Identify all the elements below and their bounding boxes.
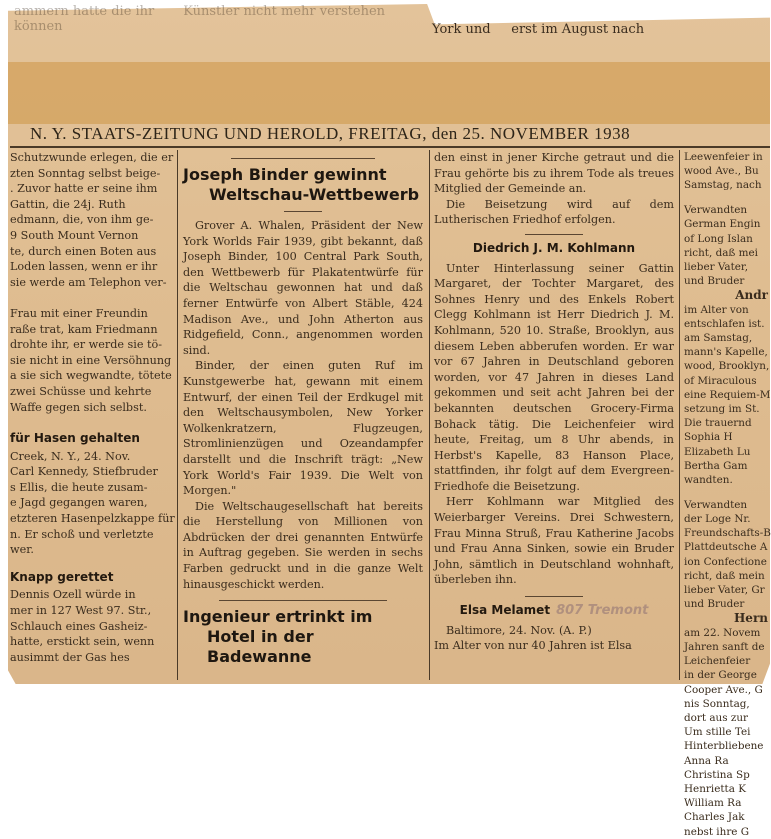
text-line: Bertha Gam [684,459,748,472]
text-line: Hinterbliebene [684,740,764,753]
binder-column [183,152,423,680]
text-line [10,290,172,306]
elsa-head-text: Elsa Melamet [459,603,551,618]
text-line: William Ra [684,797,742,810]
divider [231,158,375,159]
text-line: sie werde am Telephon ver- [10,275,167,289]
text-line: edmann, die, von ihm ge- [10,213,154,227]
text-line: Schutzwunde erlegen, die er [10,151,174,164]
text-line: zten Sonntag selbst beige- [10,166,161,180]
text-line: Die trauernd [684,417,752,430]
column-rule-3 [679,150,680,680]
elsa-head [434,603,674,619]
text-line [684,193,768,204]
text-line: und Bruder [684,275,745,288]
text-line: lieber Vater, [684,261,749,274]
binder-para-2: Binder, der einen guten Ruf im Kunstgewerbe hat, gewann mit einem Entwurf, der einen Teil der Erdkugel mit den Weltschausymbolen, New Yorker Wolkenkratzern, Flugzeugen, Stromlinienzügen und Ozeandampfer darstellt und die Inschrift trägt: „New York World's Fair 1939. Die Welt von Morgen." [183,359,423,498]
text-line: Charles Jak [684,811,745,824]
text-line: s Ellis, die heute zusam- [10,480,148,494]
text-line: Schlauch eines Gasheiz- [10,619,148,633]
text-line: Gattin, die 24j. Ruth [10,197,126,211]
divider [525,596,583,597]
masthead-rule [10,146,770,148]
left-column [10,150,175,680]
text-line: Plattdeutsche A [684,541,768,554]
binder-para-1: Grover A. Whalen, Präsident der New York Worlds Fair 1939, gibt bekannt, daß Joseph Binder, 100 Central Park South, den Wettbewerb für Plakatentwürfe für die Weltschau gewonnen hat und daß ferner Entwürfe von Albert Stäble, 424 Madison Ave., und John Atherton aus Ridgefield, Conn., angenommen worden sind. [183,219,423,357]
text-line: hatte, erstickt sein, wenn [10,635,155,649]
head-knapp: Knapp gerettet [10,569,114,584]
text-line: of Long Islan [684,232,753,245]
edge-lines [684,150,771,839]
text-line: in der George [684,669,757,682]
text-line: wandten. [684,474,733,487]
divider [219,600,387,601]
next-headline-2: Hotel in der Badewanne [207,627,314,667]
masthead: N. Y. STAATS-ZEITUNG UND HEROLD, FREITAG, den 25. NOVEMBER 1938 [30,124,631,143]
text-line: Henrietta K [684,782,746,795]
kohlmann-para-1: Unter Hinterlassung seiner Gattin Margaret, der Tochter Margaret, des Sohnes Henry und des Enkels Robert Clegg Kohlmann ist Herr Diedrich J. M. Kohlmann, 520 10. Straße, Brooklyn, aus diesem Leben abberufen worden. Er war vor 67 Jahren in Deutschland geboren worden, vor 47 Jahren in dieses Land gekommen und seit acht Jahren bei der bekannten deutschen Grocery-Firma Bohack tätig. Die Leichenfeier wird heute, Freitag, um 8 Uhr abends, in Herbst's Kapelle, 83 Hanson Place, stattfinden, ihr folgt auf dem Evergreen-Friedhofe die Beisetzung. [434,261,674,493]
text-line: etzteren Hasenpelzkappe für [10,512,175,526]
text-line: dort aus zur [684,711,749,724]
elsa-line-2: Im Alter von nur 40 Jahren ist Elsa [434,639,632,653]
text-line: richt, daß mein [684,569,765,582]
text-line: of Miraculous [684,374,757,387]
divider [284,211,322,212]
text-line: drohte ihr, er werde sie tö- [10,338,163,352]
divider [525,234,583,235]
torn-top-left: ammern hatte die ihr Künstler nicht mehr verstehen können [14,4,386,34]
text-line [684,487,768,498]
binder-headline-1: Joseph Binder gewinnt [183,165,387,184]
text-line: Christina Sp [684,768,750,781]
fragment-b: erst im August nach [511,22,645,37]
text-line: lieber Vater, Gr [684,584,765,597]
text-line: richt, daß mei [684,246,758,259]
adhesive-tape [8,62,770,124]
text-line: Verwandten [684,498,748,511]
text-line: im Alter von [684,303,749,316]
text-line: wood, Brooklyn, [684,360,770,373]
hasen-lines [10,449,175,558]
text-line: und Bruder [684,598,745,611]
elsa-line-1: Baltimore, 24. Nov. (A. P.) [446,623,592,637]
text-line: Leichenfeier [684,655,751,668]
text-line: Jahren sanft de [684,640,765,653]
text-line: ion Confectione [684,555,767,568]
left-lines [10,150,172,415]
text-line: Verwandten [684,204,748,217]
text-line: eine Requiem-M [684,388,771,401]
knapp-lines [10,587,172,665]
kohlmann-column [434,150,674,680]
text-line: am Samstag, [684,332,753,345]
pencil-note: 807 Tremont [556,603,649,619]
text-line: te, durch einen Boten aus [10,244,157,258]
text-line: Creek, N. Y., 24. Nov. [10,449,131,463]
text-line: Andr [735,288,768,303]
text-line: e Jagd gegangen waren, [10,496,148,510]
text-line: am 22. Novem [684,626,761,639]
text-line: Elizabeth Lu [684,445,751,458]
text-line: der Loge Nr. [684,513,751,526]
text-line: Cooper Ave., G [684,683,763,696]
text-line: Um stille Tei [684,726,751,739]
text-line: zwei Schüsse und kehrte [10,384,152,398]
kohlmann-lead: den einst in jener Kirche getraut und die Frau gehörte bis zu ihrem Tode als treues Mitglied der Gemeinde an. [434,151,674,196]
text-line: nis Sonntag, [684,697,750,710]
text-line: Leewenfeier in [684,151,763,163]
text-line: Hern [733,611,768,626]
text-line: mann's Kapelle, [684,346,768,359]
text-line: mer in 127 West 97. Str., [10,604,152,618]
text-line: ausimmt der Gas hes [10,650,130,664]
head-hasen: für Hasen gehalten [10,431,140,446]
text-line: 9 South Mount Vernon [10,228,139,242]
kohlmann-head: Diedrich J. M. Kohlmann [472,240,636,255]
text-line: Sophia H [684,431,733,444]
next-headline-1: Ingenieur ertrinkt im [183,607,373,627]
fragment-a: York und [432,22,491,37]
torn-top-right [432,22,762,62]
text-line: wood Ave., Bu [684,165,759,178]
text-line: setzung im St. [684,403,760,416]
text-line: n. Er schoß und verletzte [10,527,154,541]
text-line: wer. [10,543,34,557]
right-edge-column [684,150,771,838]
kohlmann-para-2: Herr Kohlmann war Mitglied des Weierbarger Vereins. Drei Schwestern, Frau Minna Struß, Frau Katherine Jacobs und Frau Anna Sinken, sowie ein Bruder John, sämtlich in Deutschland wohnhaft, überleben ihn. [434,495,674,587]
text-line: . Zuvor hatte er seine ihm [10,182,158,196]
binder-para-3: Die Weltschaugesellschaft hat bereits die Herstellung von Millionen von Abdrücken der drei genannten Entwürfe in Auftrag gegeben. Sie werden in sechs Farben gedruckt und in die ganze Welt hinausgeschickt werden. [183,499,423,591]
binder-headline-2: Weltschau-Wettbewerb [209,185,420,204]
text-line: Anna Ra [684,754,729,767]
text-line: Carl Kennedy, Stiefbruder [10,465,158,479]
text-line: nebst ihre G [684,825,750,838]
text-line: sie nicht in eine Versöhnung [10,353,172,367]
text-line: Loden lassen, wenn er ihr [10,260,158,274]
text-line: German Engin [684,218,761,231]
text-line: Dennis Ozell würde in [10,588,136,602]
kohlmann-burial: Die Beisetzung wird auf dem Lutherischen Friedhof erfolgen. [434,197,674,227]
text-line: Freundschafts-B [684,527,771,540]
text-line: entschlafen ist. [684,317,765,330]
text-line: raße trat, kam Friedmann [10,322,158,336]
text-line: Waffe gegen sich selbst. [10,400,147,414]
text-line: Frau mit einer Freundin [10,306,148,320]
column-rule-2 [429,150,430,680]
text-line: a sie sich wegwandte, tötete [10,369,172,383]
text-line: Samstag, nach [684,179,762,192]
column-rule-1 [177,150,178,680]
